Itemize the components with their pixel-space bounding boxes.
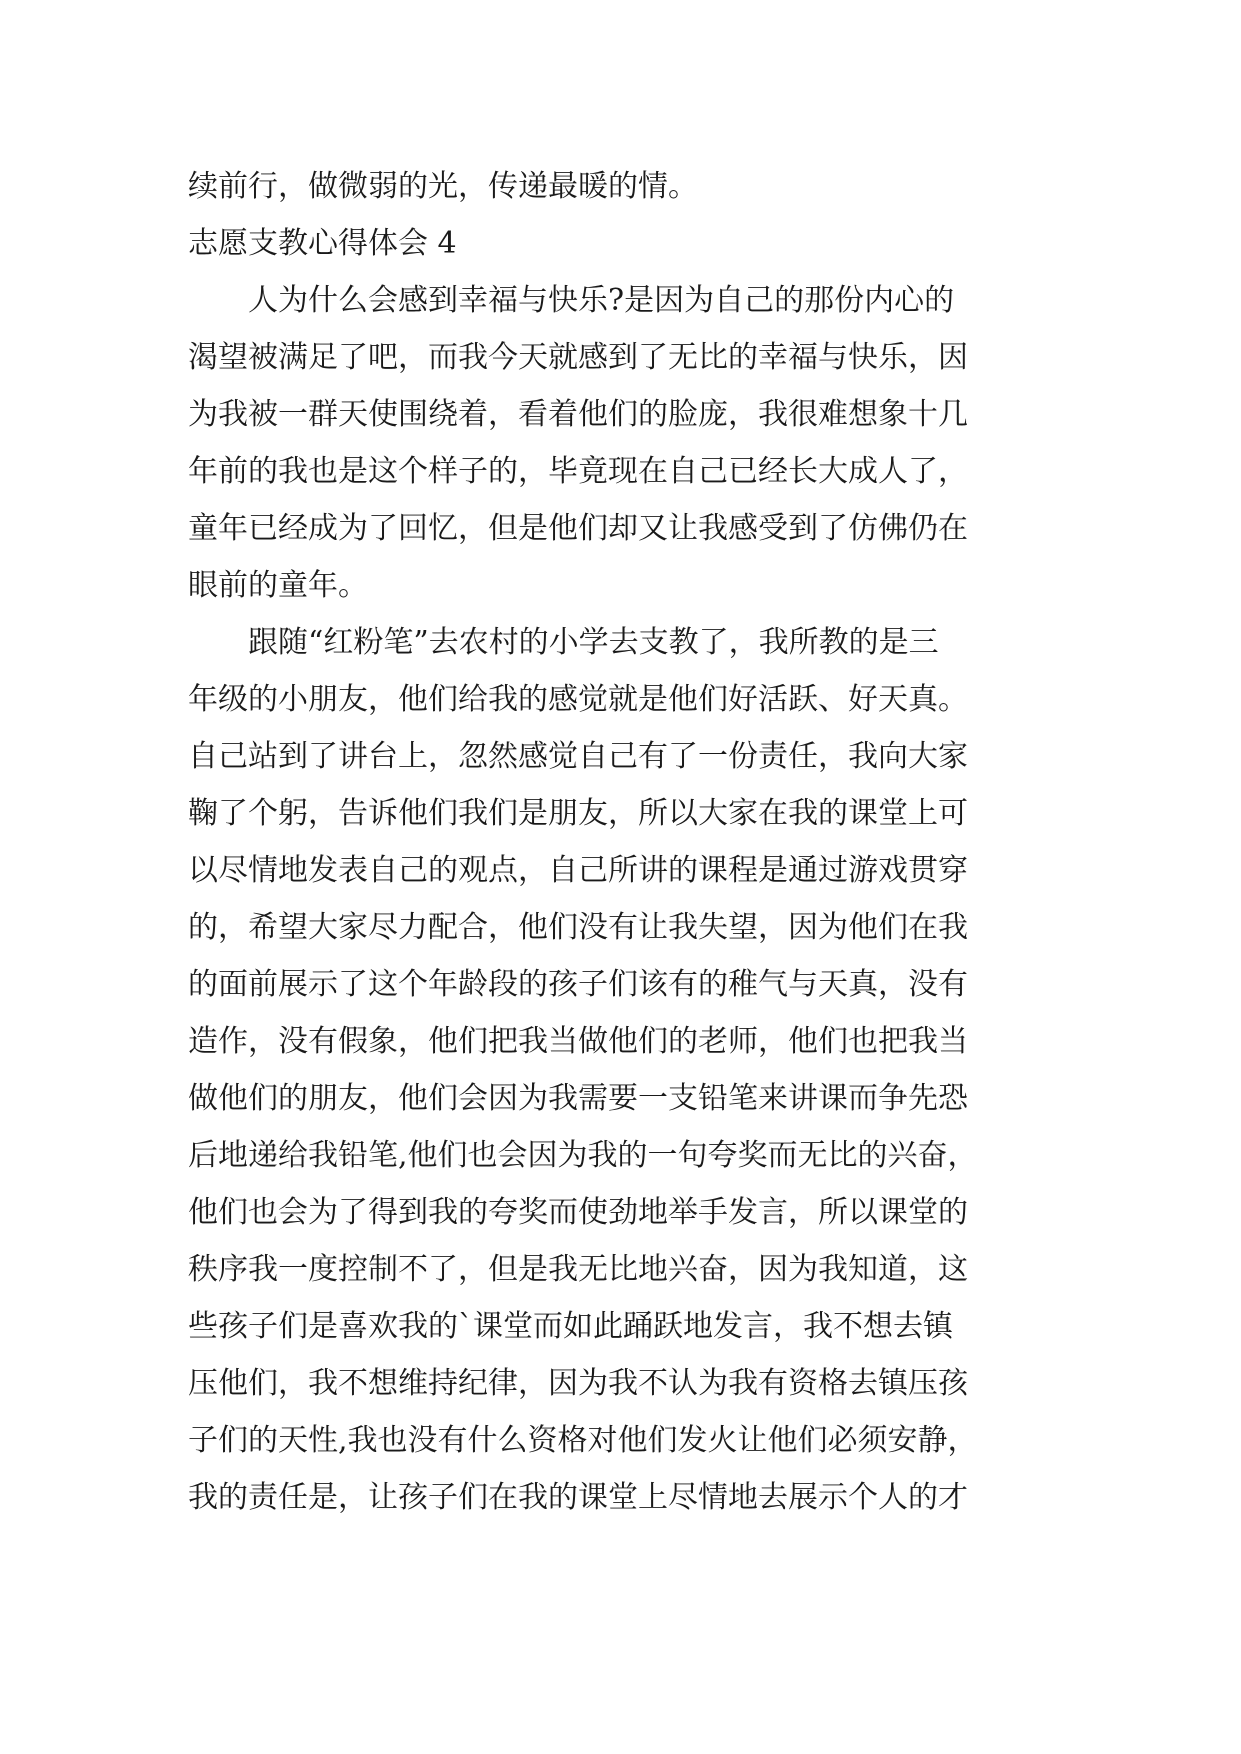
text-line: 年前的我也是这个样子的，毕竟现在自己已经长大成人了， <box>188 454 968 489</box>
text-line: 续前行，做微弱的光，传递最暖的情。 <box>188 169 698 204</box>
document-body <box>188 158 1068 1526</box>
text-line: 眼前的童年。 <box>188 568 368 603</box>
text-line: 后地递给我铅笔,他们也会因为我的一句夸奖而无比的兴奋， <box>188 1138 978 1173</box>
section-heading: 志愿支教心得体会 4 <box>188 226 457 261</box>
text-line: 人为什么会感到幸福与快乐?是因为自己的那份内心的 <box>248 283 955 318</box>
text-line: 我的责任是，让孩子们在我的课堂上尽情地去展示个人的才 <box>188 1480 968 1515</box>
text-line: 些孩子们是喜欢我的`课堂而如此踊跃地发言，我不想去镇 <box>188 1309 953 1344</box>
text-line: 的，希望大家尽力配合，他们没有让我失望，因为他们在我 <box>188 910 968 945</box>
text-line: 他们也会为了得到我的夸奖而使劲地举手发言，所以课堂的 <box>188 1195 968 1230</box>
text-line: 渴望被满足了吧，而我今天就感到了无比的幸福与快乐，因 <box>188 340 968 375</box>
text-line: 子们的天性,我也没有什么资格对他们发火让他们必须安静， <box>188 1423 978 1458</box>
text-line: 鞠了个躬，告诉他们我们是朋友，所以大家在我的课堂上可 <box>188 796 968 831</box>
text-line: 的面前展示了这个年龄段的孩子们该有的稚气与天真，没有 <box>188 967 968 1002</box>
text-line: 秩序我一度控制不了，但是我无比地兴奋，因为我知道，这 <box>188 1252 968 1287</box>
text-line: 造作，没有假象，他们把我当做他们的老师，他们也把我当 <box>188 1024 968 1059</box>
text-line: 做他们的朋友，他们会因为我需要一支铅笔来讲课而争先恐 <box>188 1081 968 1116</box>
text-line: 自己站到了讲台上，忽然感觉自己有了一份责任，我向大家 <box>188 739 968 774</box>
text-line: 压他们，我不想维持纪律，因为我不认为我有资格去镇压孩 <box>188 1366 968 1401</box>
text-line: 年级的小朋友，他们给我的感觉就是他们好活跃、好天真。 <box>188 682 968 717</box>
text-line: 跟随“红粉笔”去农村的小学去支教了，我所教的是三 <box>248 625 939 660</box>
text-line: 为我被一群天使围绕着，看着他们的脸庞，我很难想象十几 <box>188 397 968 432</box>
text-line: 童年已经成为了回忆，但是他们却又让我感受到了仿佛仍在 <box>188 511 968 546</box>
text-line: 以尽情地发表自己的观点，自己所讲的课程是通过游戏贯穿 <box>188 853 968 888</box>
